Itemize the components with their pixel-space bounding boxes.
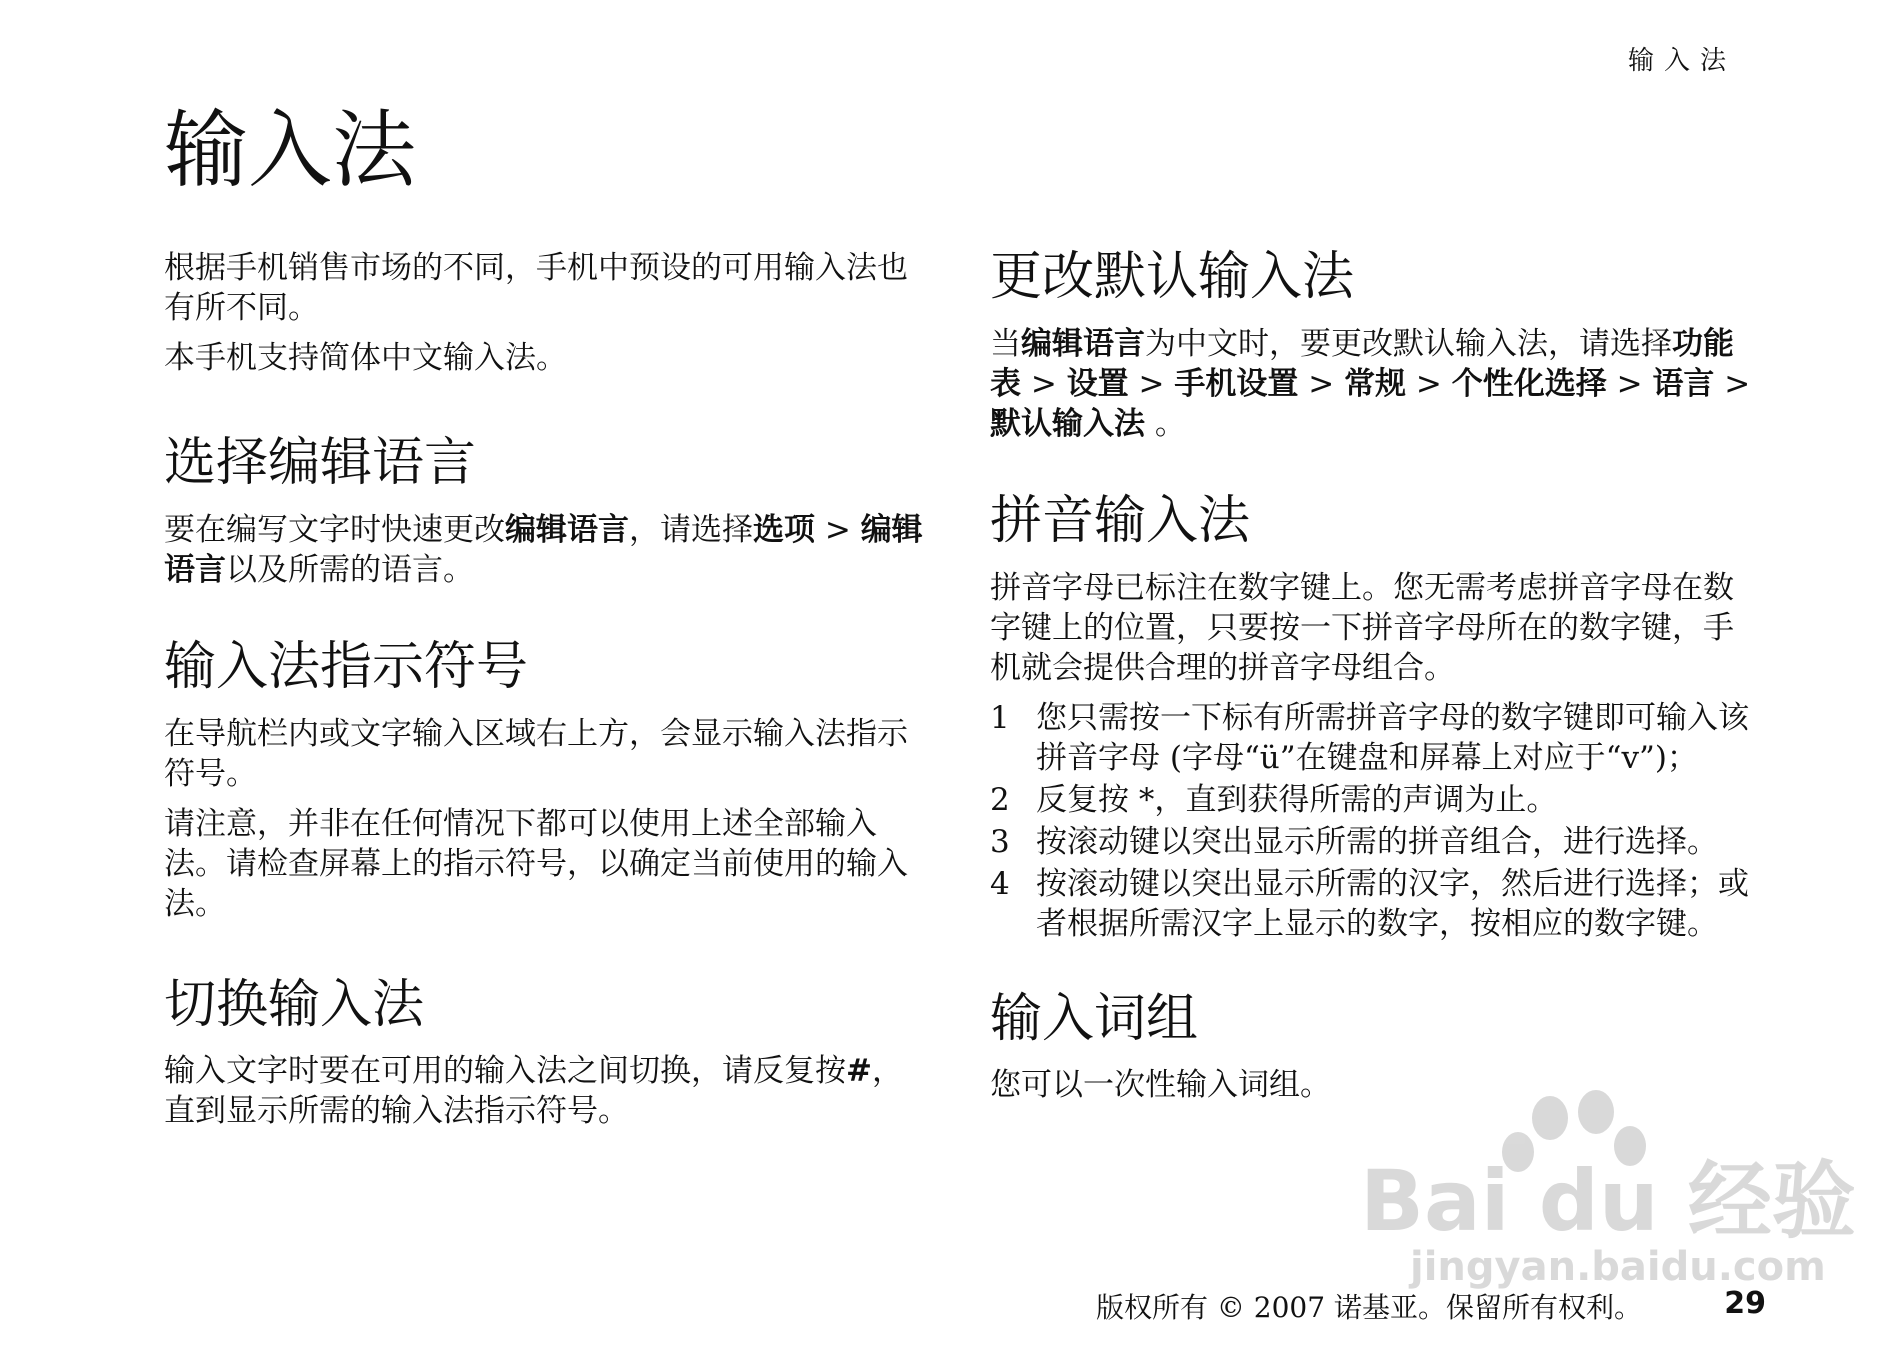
select-language-paragraph <box>164 510 924 590</box>
right-column <box>990 248 1760 1115</box>
watermark-url: jingyan.baidu.com <box>1410 1244 1826 1290</box>
page-footer <box>1096 1286 1766 1326</box>
page-title: 输入法 <box>164 101 417 199</box>
text-segment: 。 <box>1145 405 1186 442</box>
step-text: 您只需按一下标有所需拼音字母的数字键即可输入该拼音字母 (字母“ü”在键盘和屏幕上对应于“v”)； <box>1036 699 1749 776</box>
menu-path-personalization: 个性化选择 <box>1451 365 1607 402</box>
menu-term-edit-language: 编辑语言 <box>1021 325 1145 362</box>
left-column <box>164 248 924 1141</box>
switch-paragraph <box>164 1051 924 1131</box>
path-separator: > <box>1606 365 1653 402</box>
phrase-paragraph: 您可以一次性输入词组。 <box>990 1067 1331 1104</box>
menu-path-functions: 功能表 <box>990 325 1734 402</box>
section-switch-input <box>164 976 924 1132</box>
menu-path-language: 语言 <box>1652 365 1715 402</box>
heading-input-indicator: 输入法指示符号 <box>164 636 529 697</box>
path-separator: > <box>1298 365 1345 402</box>
path-separator: > <box>1406 365 1452 402</box>
text-segment: ，请选择 <box>629 511 753 548</box>
running-header: 输入法 <box>1628 46 1737 76</box>
step-number: 4 <box>990 865 1010 902</box>
menu-term-edit-language: 编辑语言 <box>505 511 629 548</box>
menu-path-general: 常规 <box>1344 365 1407 402</box>
path-separator: > <box>815 511 861 548</box>
heading-pinyin: 拼音输入法 <box>990 490 1251 551</box>
watermark-brand: Bai du 经验 <box>1360 1152 1856 1250</box>
text-segment: 要在编写文字时快速更改 <box>164 511 505 548</box>
text-segment: 输入文字时要在可用的输入法之间切换，请反复按 <box>164 1053 846 1090</box>
section-select-language <box>164 434 924 590</box>
text-segment: ，直到显示所需的输入法指示符号。 <box>164 1053 903 1130</box>
heading-change-default: 更改默认输入法 <box>990 247 1355 307</box>
heading-phrase-input: 输入词组 <box>990 988 1199 1049</box>
step-number: 1 <box>990 699 1010 736</box>
page-number: 29 <box>1724 1286 1766 1321</box>
indicator-paragraph-1: 在导航栏内或文字输入区域右上方，会显示输入法指示符号。 <box>164 715 908 792</box>
section-pinyin <box>990 492 1760 944</box>
step-number: 3 <box>990 823 1010 860</box>
step-text: 按滚动键以突出显示所需的拼音组合，进行选择。 <box>1036 823 1718 860</box>
text-segment: 以及所需的语言。 <box>226 551 474 588</box>
list-item <box>990 864 1760 944</box>
list-item <box>990 822 1760 862</box>
intro-paragraph-1: 根据手机销售市场的不同，手机中预设的可用输入法也有所不同。 <box>164 250 908 326</box>
text-segment: 当 <box>990 325 1021 362</box>
menu-path-phone-settings: 手机设置 <box>1174 365 1299 402</box>
path-separator: > <box>1714 365 1751 402</box>
pinyin-paragraph: 拼音字母已标注在数字键上。您无需考虑拼音字母在数字键上的位置，只要按一下拼音字母所在的数字键，手机就会提供合理的拼音字母组合。 <box>990 569 1734 686</box>
menu-term-options: 选项 <box>753 511 815 548</box>
menu-term-edit-language-2: 编辑语言 <box>164 511 923 588</box>
menu-path-default-input: 默认输入法 <box>990 405 1145 442</box>
copyright-notice: 版权所有 © 2007 诺基亚。保留所有权利。 <box>1096 1291 1642 1324</box>
heading-select-language: 选择编辑语言 <box>164 433 477 493</box>
baidu-jingyan-watermark <box>1350 1090 1856 1290</box>
intro-paragraph-2: 本手机支持简体中文输入法。 <box>164 340 567 376</box>
section-input-indicator <box>164 638 924 924</box>
path-separator: > <box>1021 365 1067 402</box>
list-item <box>990 698 1760 778</box>
step-text: 按滚动键以突出显示所需的汉字，然后进行选择；或者根据所需汉字上显示的数字，按相应的数字键。 <box>1036 865 1749 942</box>
menu-path-settings: 设置 <box>1066 365 1129 402</box>
indicator-paragraph-2: 请注意，并非在任何情况下都可以使用上述全部输入法。请检查屏幕上的指示符号，以确定当前使用的输入法。 <box>164 805 908 922</box>
section-phrase-input <box>990 990 1760 1106</box>
step-number: 2 <box>990 781 1010 818</box>
path-separator: > <box>1128 365 1175 402</box>
step-text: 反复按 *，直到获得所需的声调为止。 <box>1036 781 1558 818</box>
pinyin-steps-list <box>990 698 1760 944</box>
heading-switch-input: 切换输入法 <box>164 974 425 1035</box>
key-hash: # <box>846 1053 872 1090</box>
change-default-paragraph <box>990 324 1760 444</box>
section-change-default <box>990 248 1760 444</box>
list-item <box>990 780 1760 820</box>
text-segment: 为中文时，要更改默认输入法，请选择 <box>1145 325 1672 362</box>
